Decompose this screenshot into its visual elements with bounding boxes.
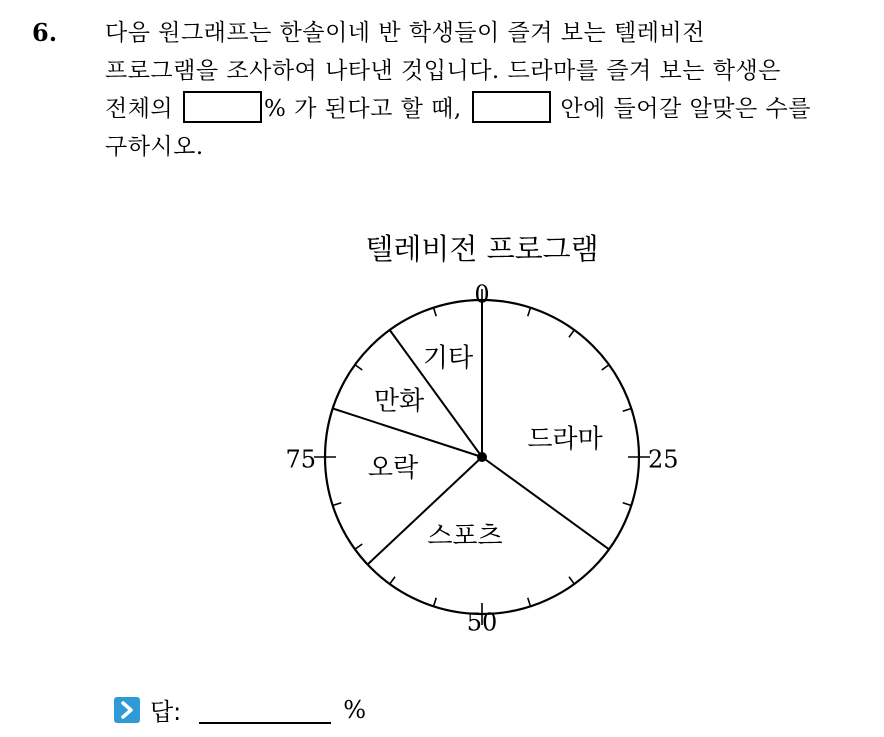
- tick-mark: [528, 598, 531, 607]
- tick-mark: [433, 308, 436, 317]
- tick-mark: [602, 365, 609, 370]
- scale-label: 0: [474, 280, 490, 309]
- question-line-3-mid: % 가 된다고 할 때,: [263, 96, 462, 122]
- scale-label: 25: [648, 445, 679, 474]
- question-number: 6.: [32, 18, 58, 47]
- question-line-3-end: 안에 들어갈 알맞은 수를: [560, 96, 811, 122]
- tick-mark: [333, 503, 342, 506]
- answer-row: [114, 692, 366, 727]
- slice-label: 오락: [367, 453, 419, 484]
- slice-label: 기타: [422, 343, 474, 374]
- scale-label: 75: [285, 445, 316, 474]
- answer-input[interactable]: [199, 696, 331, 724]
- chart-title: 텔레비전 프로그램: [365, 232, 599, 266]
- answer-unit: %: [343, 695, 367, 724]
- chevron-right-icon: [114, 697, 140, 723]
- tick-mark: [390, 577, 395, 584]
- pie-center: [477, 452, 487, 462]
- tick-mark: [355, 365, 362, 370]
- tick-mark: [623, 503, 632, 506]
- question-line-3-start: 전체의: [105, 96, 174, 122]
- tick-mark: [433, 598, 436, 607]
- tick-mark: [569, 330, 574, 337]
- scale-label: 50: [466, 608, 498, 637]
- slice-label: 스포츠: [427, 521, 503, 552]
- tick-mark: [623, 408, 632, 411]
- tick-mark: [569, 577, 574, 584]
- answer-label: 답:: [150, 698, 182, 726]
- question-line-4: 구하시오.: [105, 134, 204, 160]
- question-line-1: 다음 원그래프는 한솔이네 반 학생들이 즐겨 보는 텔레비전: [105, 20, 705, 46]
- slice-label: 만화: [373, 386, 425, 417]
- question-line-2: 프로그램을 조사하여 나타낸 것입니다. 드라마를 즐겨 보는 학생은: [105, 58, 781, 84]
- tick-mark: [355, 544, 362, 549]
- slice-label: 드라마: [527, 424, 603, 455]
- tick-mark: [528, 308, 531, 317]
